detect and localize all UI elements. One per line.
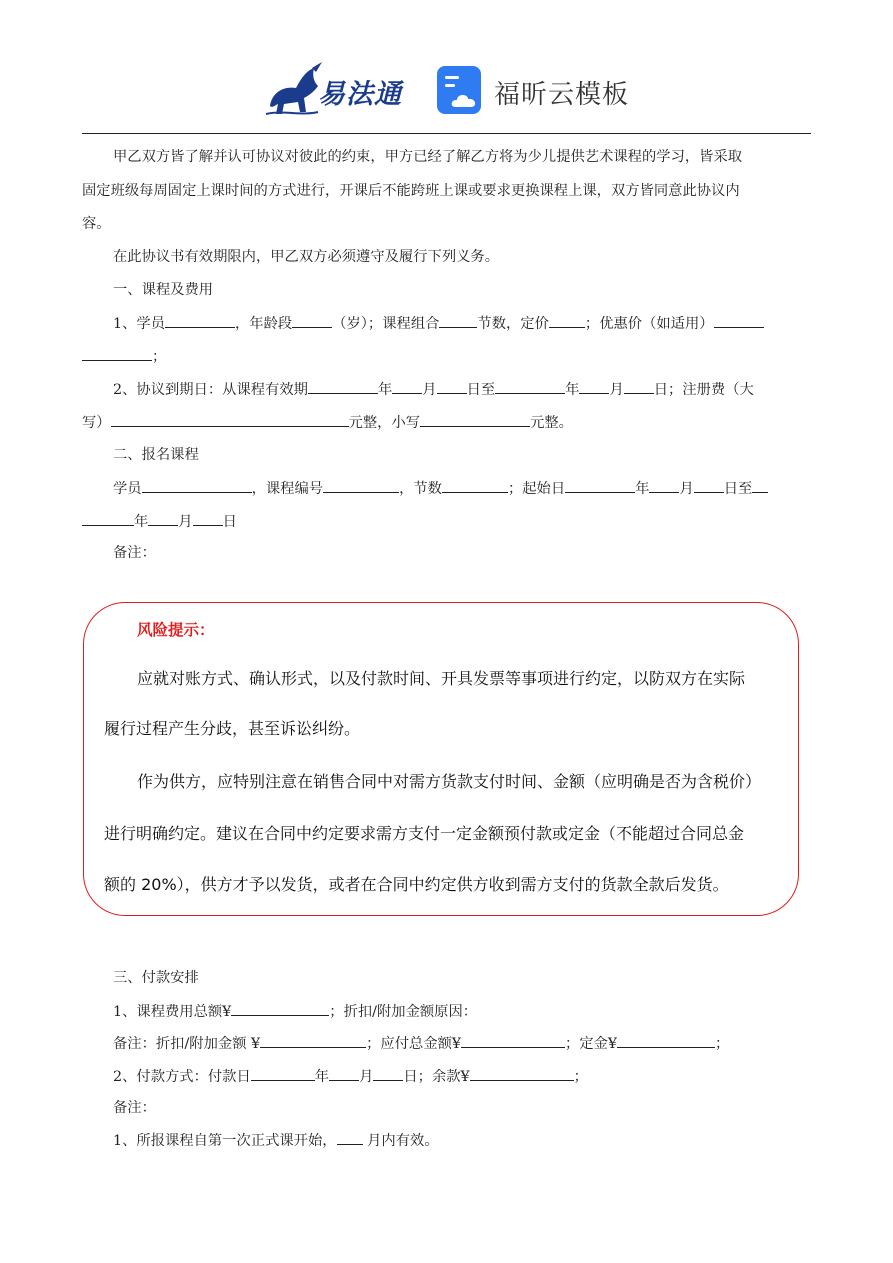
fee-lowercase-blank[interactable] (420, 412, 530, 427)
course-code-blank[interactable] (323, 478, 399, 493)
label: ； (573, 1069, 588, 1085)
enrollment-line-cont (82, 511, 237, 532)
payment-method-line (113, 1066, 588, 1087)
label: ；起始日 (507, 481, 566, 497)
start-day-blank[interactable] (694, 478, 724, 493)
label: （岁）；课程组合 (332, 316, 440, 332)
label: 日；注册费（大 (653, 382, 754, 398)
label: ，课程编号 (251, 481, 324, 497)
end-year-blank-cont[interactable] (82, 511, 134, 526)
logo-foxit-template-text: 福昕云模板 (494, 80, 630, 110)
course-fee-line (113, 313, 764, 334)
risk-text-line: 额的 20%），供方才予以发货，或者在合同中约定供方收到需方支付的货款全款后发货。 (104, 875, 729, 894)
risk-text-line: 应就对账方式、确认形式，以及付款时间、开具发票等事项进行约定，以防双方在实际 (137, 669, 746, 688)
validity-line (113, 1130, 439, 1151)
label: ； (152, 349, 167, 365)
amounts-line (113, 1033, 729, 1054)
label: ； (715, 1036, 730, 1052)
total-payable-blank[interactable] (461, 1033, 565, 1048)
page-header (0, 60, 893, 122)
pay-year-blank[interactable] (251, 1066, 315, 1081)
start-year-blank[interactable] (308, 379, 378, 394)
label: 月内有效。 (367, 1133, 439, 1149)
section-heading: 二、报名课程 (113, 447, 199, 463)
risk-warning-title: 风险提示： (137, 621, 215, 639)
label: 元整。 (530, 415, 573, 431)
age-range-blank[interactable] (292, 313, 332, 328)
discount-amount-blank[interactable] (260, 1033, 366, 1048)
risk-warning-box (83, 602, 799, 916)
intro-paragraph-line: 甲乙双方皆了解并认可协议对彼此的约束，甲方已经了解乙方将为少儿提供艺术课程的学习，皆采取 (113, 149, 743, 165)
label: 写） (82, 415, 111, 431)
student-blank[interactable] (142, 478, 252, 493)
discount-price-blank-cont[interactable] (82, 346, 152, 361)
expiry-line (113, 379, 754, 400)
deposit-blank[interactable] (617, 1033, 715, 1048)
label: 节数，定价 (477, 316, 549, 332)
logo-yifatong-text: 易法通 (318, 79, 402, 110)
discount-price-blank[interactable] (714, 313, 764, 328)
end-day-blank[interactable] (624, 379, 654, 394)
foxit-cloud-logo-icon (437, 66, 485, 116)
label: 月 (422, 382, 437, 398)
start-year-blank[interactable] (565, 478, 635, 493)
label: 元整，小写 (348, 415, 421, 431)
label: 2、付款方式：付款日 (113, 1069, 251, 1085)
label: 月 (359, 1069, 374, 1085)
end-day-blank[interactable] (193, 511, 223, 526)
label: 日；余款¥ (403, 1069, 470, 1085)
start-day-blank[interactable] (437, 379, 467, 394)
enrollment-line (113, 478, 768, 499)
header-divider (82, 133, 811, 134)
label: ，节数 (399, 481, 442, 497)
months-blank[interactable] (337, 1130, 363, 1145)
remark-label: 备注： (113, 545, 156, 561)
course-sessions-blank[interactable] (439, 313, 477, 328)
label: 日至 (466, 382, 496, 398)
intro-paragraph-line: 容。 (82, 216, 111, 232)
label: 2、协议到期日：从课程有效期 (113, 382, 308, 398)
risk-text-line: 作为供方，应特别注意在销售合同中对需方货款支付时间、金额（应明确是否为含税价） (137, 772, 762, 791)
start-month-blank[interactable] (649, 478, 679, 493)
label: 年 (565, 382, 580, 398)
label: 年 (314, 1069, 330, 1085)
risk-text-line: 进行明确约定。建议在合同中约定要求需方支付一定金额预付款或定金（不能超过合同总金 (104, 824, 745, 843)
end-month-blank[interactable] (579, 379, 609, 394)
label: ；优惠价（如适用） (584, 316, 714, 332)
registration-fee-line (82, 412, 573, 433)
label: 年 (134, 514, 149, 530)
label: 1、课程费用总额¥ (113, 1004, 232, 1020)
label: 月 (609, 382, 624, 398)
label: 学员 (113, 481, 142, 497)
total-fee-line (113, 1001, 477, 1022)
start-month-blank[interactable] (392, 379, 422, 394)
course-fee-line-cont (82, 346, 166, 367)
pay-day-blank[interactable] (373, 1066, 403, 1081)
section-heading: 一、课程及费用 (113, 282, 214, 298)
remark-label: 备注： (113, 1100, 156, 1116)
end-month-blank[interactable] (148, 511, 178, 526)
label: 日 (222, 514, 237, 530)
student-name-blank[interactable] (165, 313, 235, 328)
label: 备注：折扣/附加金额 ¥ (113, 1036, 261, 1052)
pay-month-blank[interactable] (329, 1066, 359, 1081)
end-year-blank[interactable] (752, 478, 768, 493)
price-blank[interactable] (549, 313, 585, 328)
label: 日至 (723, 481, 753, 497)
label: 1、学员 (113, 316, 165, 332)
intro-obligations-line: 在此协议书有效期限内，甲乙双方必须遵守及履行下列义务。 (113, 249, 500, 265)
balance-blank[interactable] (470, 1066, 574, 1081)
intro-paragraph-line: 固定班级每周固定上课时间的方式进行，开课后不能跨班上课或要求更换课程上课，双方皆同意此协议内 (82, 183, 740, 199)
label: ；定金¥ (565, 1036, 618, 1052)
label: ；折扣/附加金额原因： (329, 1004, 478, 1020)
label: 月 (178, 514, 193, 530)
section-heading: 三、付款安排 (113, 970, 199, 986)
end-year-blank[interactable] (495, 379, 565, 394)
sessions-blank[interactable] (442, 478, 508, 493)
label: ；应付总金额¥ (366, 1036, 462, 1052)
label: ，年龄段 (235, 316, 293, 332)
fee-uppercase-blank[interactable] (111, 412, 349, 427)
label: 1、所报课程自第一次正式课开始， (113, 1133, 337, 1149)
total-fee-blank[interactable] (231, 1001, 329, 1016)
label: 年 (377, 382, 393, 398)
risk-text-line: 履行过程产生分歧，甚至诉讼纠纷。 (104, 719, 361, 738)
label: 月 (679, 481, 694, 497)
label: 年 (635, 481, 650, 497)
